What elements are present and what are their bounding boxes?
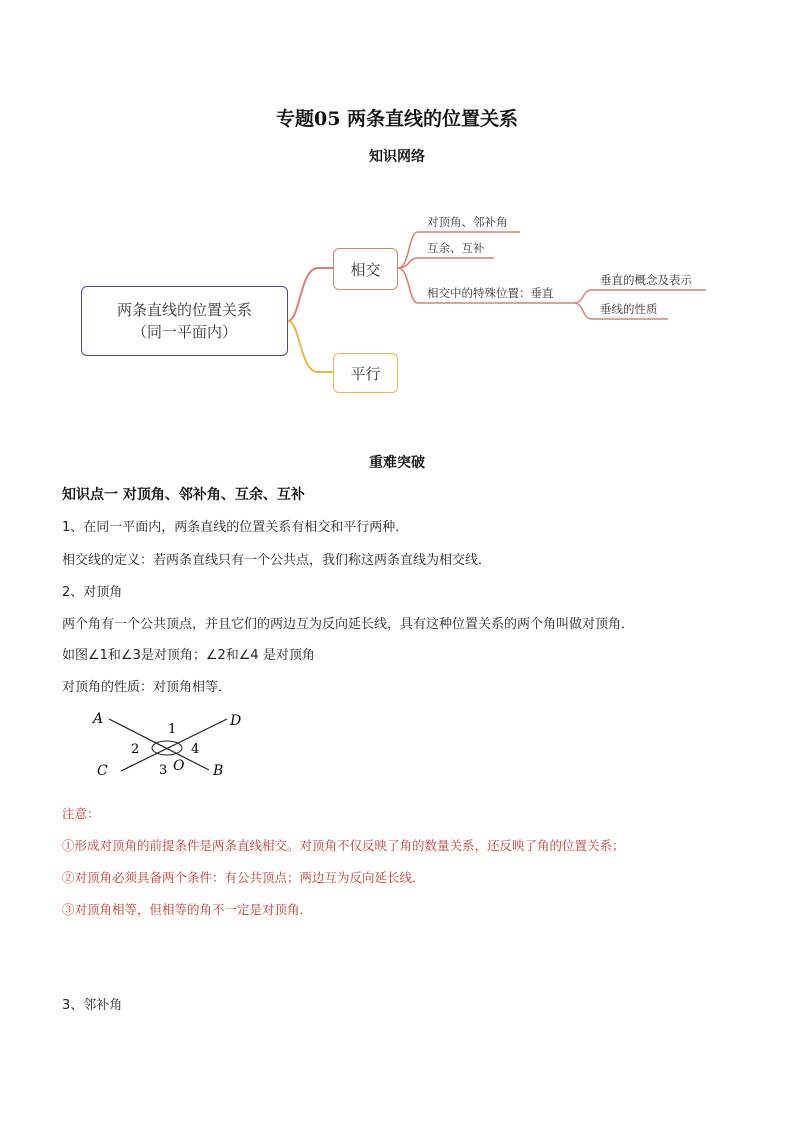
paragraph-6: 对顶角的性质：对顶角相等． <box>62 680 232 695</box>
paragraph-5: 如图∠1和∠3是对顶角；∠2和∠4 是对顶角 <box>62 648 315 663</box>
point-o-label: O <box>173 758 185 774</box>
mindmap-root-label: 两条直线的位置关系（同一平面内） <box>116 301 252 341</box>
paragraph-1: 1、在同一平面内，两条直线的位置关系有相交和平行两种． <box>62 520 409 535</box>
note-2: ②对顶角必须具备两个条件：有公共顶点；两边互为反向延长线． <box>62 870 425 885</box>
mindmap-leaf-complementary: 互余、互补 <box>427 241 485 255</box>
section-title-breakthrough: 重难突破 <box>369 455 425 471</box>
point-d-label: D <box>230 713 242 729</box>
paragraph-2: 相交线的定义：若两条直线只有一个公共点，我们称这两条直线为相交线． <box>62 553 492 568</box>
mindmap-subleaf-concept: 垂直的概念及表示 <box>600 273 692 287</box>
mindmap-root-node <box>81 286 288 356</box>
mindmap-leaf-perpendicular: 相交中的特殊位置：垂直 <box>427 286 554 300</box>
note-3: ③对顶角相等，但相等的角不一定是对顶角． <box>62 902 313 917</box>
page-title: 专题05 两条直线的位置关系 <box>275 108 519 130</box>
paragraph-3: 2、对顶角 <box>62 585 123 600</box>
note-title: 注意： <box>62 806 100 821</box>
paragraph-4: 两个角有一个公共顶点，并且它们的两边互为反向延长线，具有这种位置关系的两个角叫做对顶角． <box>62 617 635 632</box>
angle-4-label: 4 <box>191 742 200 757</box>
mindmap-branch-parallel-label: 平行 <box>350 364 381 383</box>
mindmap-subleaf-property: 垂线的性质 <box>600 302 658 316</box>
mindmap-branch-parallel <box>333 353 398 393</box>
angle-3-label: 3 <box>159 763 168 778</box>
mindmap-leaf-vertical-adjacent: 对顶角、邻补角 <box>427 215 508 229</box>
section-title-network: 知识网络 <box>369 149 425 165</box>
point-c-label: C <box>97 763 108 779</box>
mindmap-branch-intersect-label: 相交 <box>350 260 381 279</box>
point-a-label: A <box>93 711 104 727</box>
angle-1-label: 1 <box>168 722 177 737</box>
angle-2-label: 2 <box>131 742 140 757</box>
knowledge-point-heading: 知识点一 对顶角、邻补角、互余、互补 <box>62 487 305 503</box>
note-1: ①形成对顶角的前提条件是两条直线相交。对顶角不仅反映了角的数量关系，还反映了角的位置关系； <box>62 838 625 853</box>
point-b-label: B <box>213 763 224 779</box>
mindmap-branch-intersect <box>333 248 398 290</box>
paragraph-7: 3、邻补角 <box>62 998 123 1013</box>
vertical-angles-figure <box>85 705 255 785</box>
